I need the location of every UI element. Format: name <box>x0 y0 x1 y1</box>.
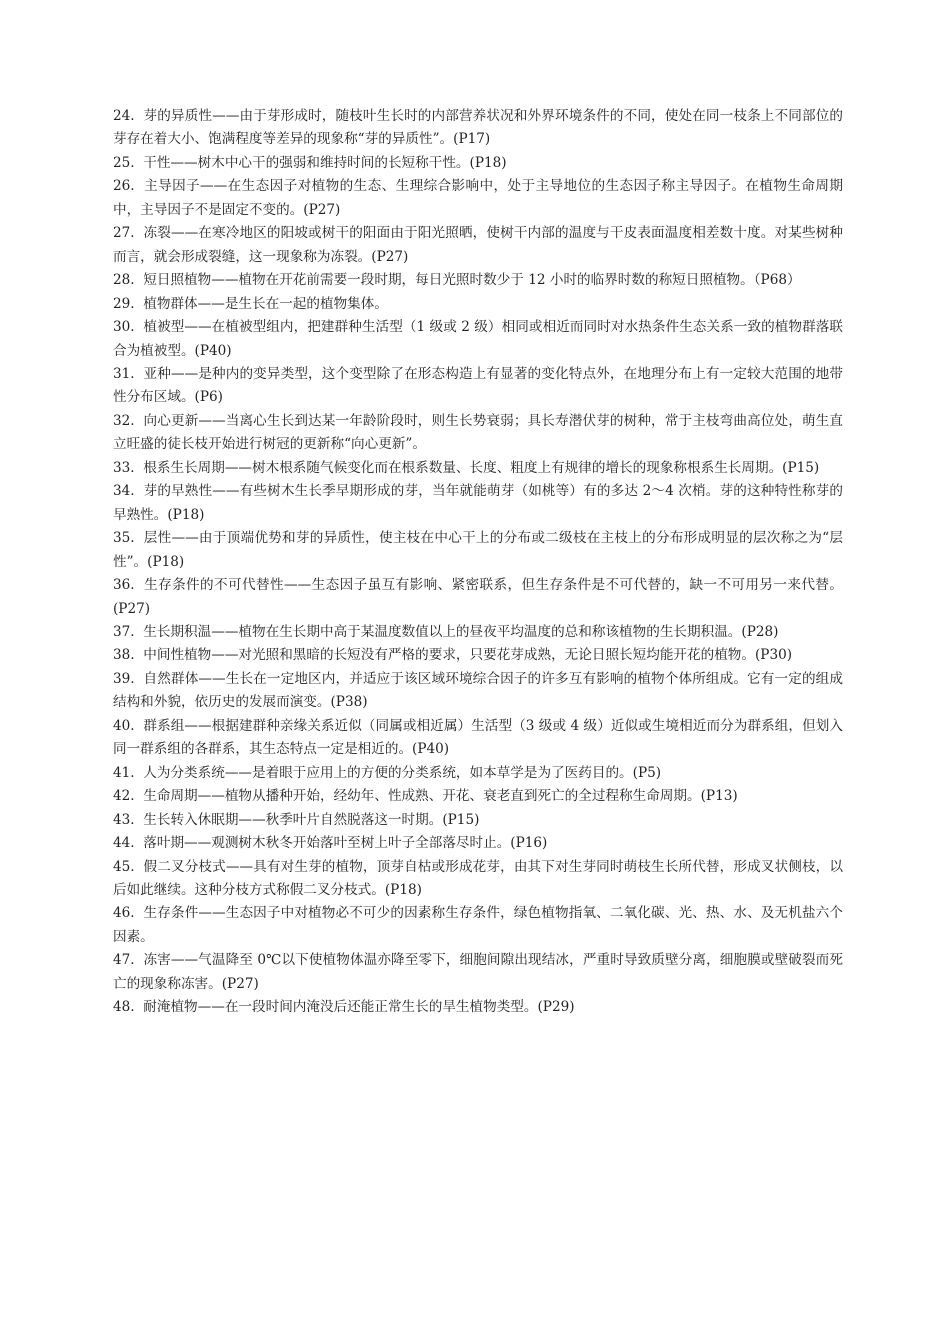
definition-entry <box>113 762 843 785</box>
entry-number: 36. <box>113 577 135 594</box>
entry-text: 冻裂——在寒冷地区的阳坡或树干的阳面由于阳光照晒，使树干内部的温度与干皮表面温度相差数十度。对某些树种而言，就会形成裂缝，这一现象称为冻裂。(P27) <box>113 225 843 265</box>
definition-entry <box>113 996 843 1019</box>
entry-text: 群系组——根据建群种亲缘关系近似（同属或相近属）生活型（3 级或 4 级）近似或生境相近而分为群系组，但划入同一群系组的各群系，其生态特点一定是相近的。(P40) <box>113 717 843 758</box>
entry-number: 37. <box>113 623 135 640</box>
definition-entry <box>113 316 843 363</box>
entry-number: 38. <box>113 647 135 664</box>
entry-number: 31. <box>113 365 135 382</box>
definition-entry <box>113 949 843 996</box>
definition-entry <box>113 175 843 222</box>
entry-number: 30. <box>113 319 135 336</box>
definition-entry <box>113 222 843 269</box>
definition-entry <box>113 902 843 949</box>
definition-entry <box>113 574 843 621</box>
entry-number: 42. <box>113 788 135 805</box>
entry-number: 34. <box>113 483 135 500</box>
entry-number: 28. <box>113 272 135 289</box>
entry-text: 落叶期——观测树木秋冬开始落叶至树上叶子全部落尽时止。(P16) <box>143 835 548 852</box>
definition-entry <box>113 152 843 175</box>
entry-text: 根系生长周期——树木根系随气候变化而在根系数量、长度、粗度上有规律的增长的现象称根系生长周期。(P15) <box>143 459 820 476</box>
entry-number: 46. <box>113 905 135 922</box>
entry-text: 芽的异质性——由于芽形成时，随枝叶生长时的内部营养状况和外界环境条件的不同，使处在同一枝条上不同部位的芽存在着大小、饱满程度等差异的现象称“芽的异质性”。(P17) <box>113 108 843 148</box>
entry-text: 生命周期——植物从播种开始，经幼年、性成熟、开花、衰老直到死亡的全过程称生命周期。(P13) <box>143 788 738 805</box>
entry-text: 植物群体——是生长在一起的植物集体。 <box>143 295 388 312</box>
entry-number: 44. <box>113 835 135 852</box>
entry-text: 层性——由于顶端优势和芽的异质性，使主枝在中心干上的分布或二级枝在主枝上的分布形成明显的层次称之为“层性”。(P18) <box>113 530 843 570</box>
entry-text: 主导因子——在生态因子对植物的生态、生理综合影响中，处于主导地位的生态因子称主导因子。在植物生命周期中，主导因子不是固定不变的。(P27) <box>113 178 843 218</box>
entry-text: 生存条件的不可代替性——生态因子虽互有影响、紧密联系，但生存条件是不可代替的，缺一不可用另一来代替。(P27) <box>113 577 843 617</box>
entry-text: 生长期积温——植物在生长期中高于某温度数值以上的昼夜平均温度的总和称该植物的生长期积温。(P28) <box>143 623 779 640</box>
entry-number: 27. <box>113 225 135 242</box>
entry-text: 干性——树木中心干的强弱和维持时间的长短称干性。(P18) <box>143 154 507 171</box>
definition-entry <box>113 668 843 715</box>
entry-number: 35. <box>113 530 135 547</box>
entry-text: 自然群体——生长在一定地区内，并适应于该区域环境综合因子的许多互有影响的植物个体所组成。它有一定的组成结构和外貌，依历史的发展而演变。(P38) <box>113 670 843 711</box>
entry-number: 33. <box>113 459 135 476</box>
definition-entry <box>113 856 843 903</box>
definition-entry <box>113 410 843 457</box>
entry-text: 生长转入休眠期——秋季叶片自然脱落这一时期。(P15) <box>143 811 480 828</box>
entry-text: 向心更新——当离心生长到达某一年龄阶段时，则生长势衰弱；具长寿潜伏芽的树种，常于主枝弯曲高位处，萌生直立旺盛的徒长枝开始进行树冠的更新称“向心更新”。 <box>113 412 843 453</box>
entry-number: 43. <box>113 811 135 828</box>
document-body <box>113 105 843 1020</box>
entry-text: 生存条件——生态因子中对植物必不可少的因素称生存条件，绿色植物指氧、二氧化碳、光、热、水、及无机盐六个因素。 <box>113 905 843 945</box>
entry-text: 短日照植物——植物在开花前需要一段时期，每日光照时数少于 12 小时的临界时数的称短日照植物。（P68） <box>143 272 801 289</box>
entry-text: 中间性植物——对光照和黑暗的长短没有严格的要求，只要花芽成熟，无论日照长短均能开花的植物。(P30) <box>143 647 793 664</box>
entry-number: 41. <box>113 764 135 781</box>
definition-entry <box>113 457 843 480</box>
entry-number: 39. <box>113 670 135 687</box>
definition-entry <box>113 785 843 808</box>
definition-entry <box>113 363 843 410</box>
definition-entry <box>113 527 843 574</box>
entry-text: 冻害——气温降至 0℃以下使植物体温亦降至零下，细胞间隙出现结冰，严重时导致质壁分离，细胞膜或壁破裂而死亡的现象称冻害。(P27) <box>113 952 843 992</box>
definition-entry <box>113 644 843 667</box>
entry-number: 48. <box>113 999 135 1016</box>
definition-entry <box>113 809 843 832</box>
entry-text: 人为分类系统——是着眼于应用上的方便的分类系统，如本草学是为了医药目的。(P5) <box>143 764 662 781</box>
definition-entry <box>113 269 843 292</box>
entry-text: 植被型——在植被型组内，把建群种生活型（1 级或 2 级）相同或相近而同时对水热条件生态关系一致的植物群落联合为植被型。(P40) <box>113 319 843 359</box>
entry-number: 25. <box>113 154 135 171</box>
definition-entry <box>113 621 843 644</box>
entry-text: 芽的早熟性——有些树木生长季早期形成的芽，当年就能萌芽（如桃等）有的多达 2～4 次梢。芽的这种特性称芽的早熟性。(P18) <box>113 483 843 523</box>
entry-number: 24. <box>113 108 135 124</box>
entry-number: 40. <box>113 717 135 734</box>
entry-number: 32. <box>113 412 135 429</box>
definition-entry <box>113 832 843 855</box>
definition-entry <box>113 715 843 762</box>
entry-number: 29. <box>113 295 135 312</box>
entry-text: 亚种——是种内的变异类型，这个变型除了在形态构造上有显著的变化特点外，在地理分布上有一定较大范围的地带性分布区域。(P6) <box>113 365 843 406</box>
entry-number: 47. <box>113 952 135 969</box>
entry-number: 26. <box>113 178 135 195</box>
definition-entry <box>113 105 843 152</box>
definition-entry <box>113 480 843 527</box>
entry-text: 耐淹植物——在一段时间内淹没后还能正常生长的旱生植物类型。(P29) <box>143 999 575 1016</box>
entry-text: 假二叉分枝式——具有对生芽的植物，顶芽自枯或形成花芽，由其下对生芽同时萌枝生长所代替，形成叉状侧枝，以后如此继续。这种分枝方式称假二叉分枝式。(P18) <box>113 858 843 898</box>
entry-number: 45. <box>113 858 135 875</box>
definition-entry <box>113 293 843 316</box>
